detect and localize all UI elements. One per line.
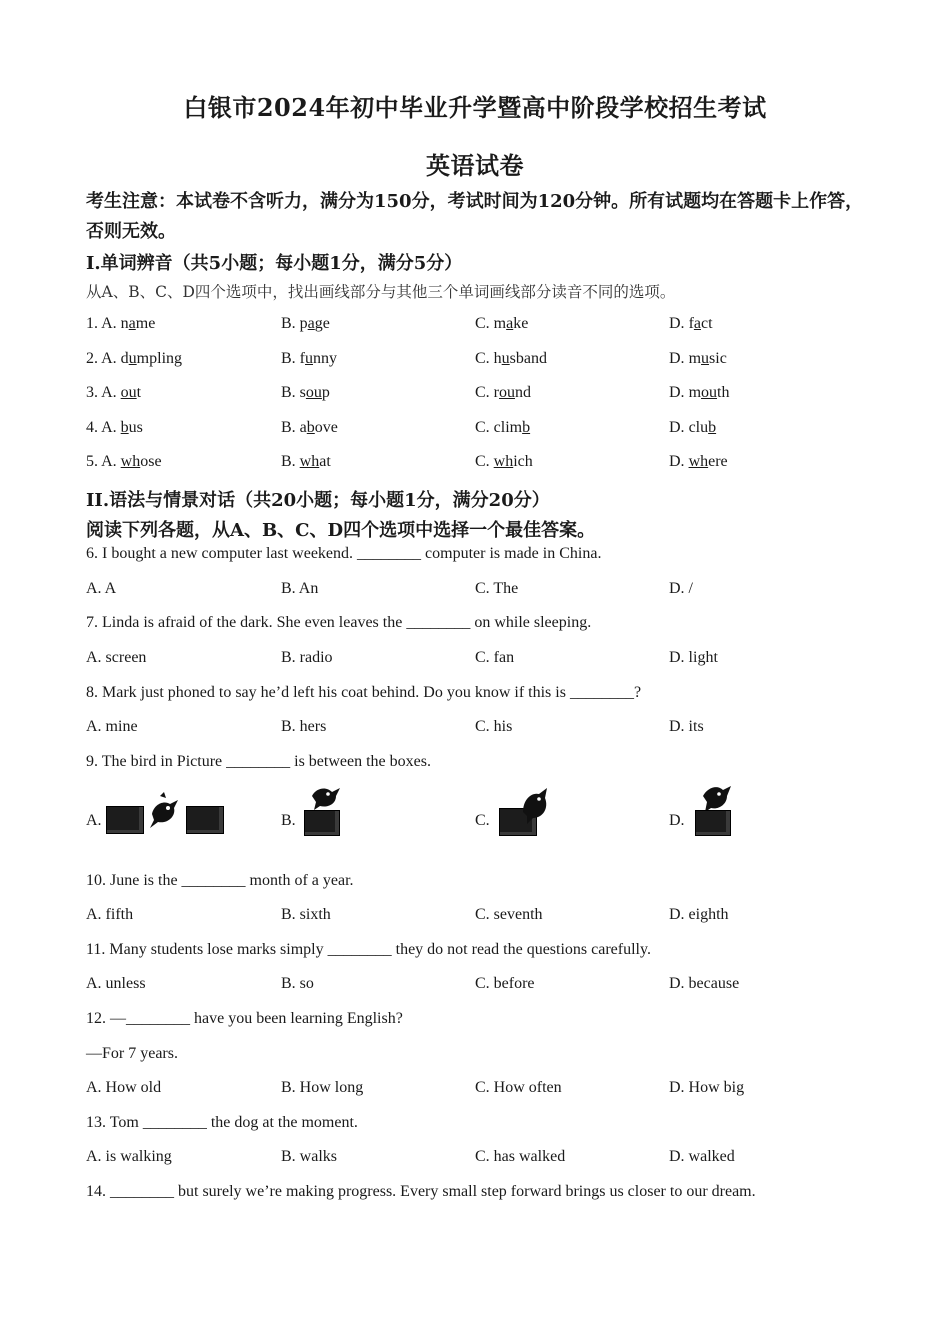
option-a[interactable] — [86, 419, 143, 437]
underlined-letters: ou — [305, 384, 322, 401]
underlined-letters: ou — [120, 384, 137, 401]
option-b[interactable]: B. so — [281, 975, 314, 992]
bird-icon — [144, 790, 184, 830]
underlined-letters: a — [307, 315, 315, 332]
question-1-options — [86, 315, 866, 339]
option-a[interactable]: A. is walking — [86, 1148, 172, 1165]
word-part: C. — [475, 350, 494, 367]
question-11-options — [86, 975, 866, 999]
option-c[interactable] — [475, 384, 531, 402]
word-part: 3. A. — [86, 384, 121, 401]
question-5-options — [86, 453, 866, 477]
underlined-letters: wh — [493, 453, 514, 470]
box-icon — [106, 806, 144, 834]
question-4-options — [86, 419, 866, 443]
word-part: 1. A. — [86, 315, 121, 332]
underlined-letters: a — [693, 315, 701, 332]
question-8-stem: 8. Mark just phoned to say he’d left his coat behind. Do you know if this is ________? — [86, 684, 642, 701]
option-b[interactable] — [281, 350, 337, 368]
word-part: clu — [688, 419, 709, 436]
bird-icon — [308, 784, 344, 810]
word-part: sband — [509, 350, 547, 367]
option-b[interactable]: B. An — [281, 580, 319, 597]
underlined-letters: ou — [499, 384, 515, 401]
word-part: s — [299, 384, 306, 401]
exam-title: 白银市2024年初中毕业升学暨高中阶段学校招生考试 — [183, 93, 767, 122]
section1-instruction: 从A、B、C、D四个选项中，找出画线部分与其他三个单词画线部分读音不同的选项。 — [86, 283, 676, 301]
underlined-letters: wh — [299, 453, 320, 470]
question-7-stem: 7. Linda is afraid of the dark. She even leaves the ________ on while sleeping. — [86, 614, 592, 631]
underlined-letters: wh — [120, 453, 141, 470]
option-a[interactable]: A. How old — [86, 1079, 162, 1096]
word-part: us — [128, 419, 143, 436]
section2-instruction: 阅读下列各题，从A、B、C、D四个选项中选择一个最佳答案。 — [86, 520, 596, 541]
option-d[interactable]: D. its — [669, 718, 704, 735]
question-6-options — [86, 580, 866, 604]
option-d[interactable] — [669, 350, 727, 368]
option-a[interactable]: A. unless — [86, 975, 146, 992]
word-part: D. — [669, 315, 689, 332]
word-part: h — [493, 350, 502, 367]
option-a[interactable]: A. fifth — [86, 906, 134, 923]
option-d[interactable] — [669, 384, 729, 402]
word-part: a — [299, 419, 307, 436]
question-10-options — [86, 906, 866, 930]
candidate-notice: 考生注意：本试卷不含听力，满分为150分，考试时间为120分钟。所有试题均在答题卡上作答，否则无效。 — [86, 191, 864, 242]
underlined-letters: ou — [701, 384, 718, 401]
option-d[interactable]: D. light — [669, 649, 718, 666]
word-part: D. — [669, 350, 689, 367]
underlined-letters: u — [501, 350, 510, 367]
word-part: p — [321, 384, 330, 401]
word-part: nny — [313, 350, 337, 367]
question-13-stem: 13. Tom ________ the dog at the moment. — [86, 1114, 358, 1131]
underlined-letters: b — [708, 419, 717, 436]
word-part: clim — [493, 419, 523, 436]
word-part: m — [688, 350, 702, 367]
picture-a — [106, 786, 226, 836]
underlined-letters: b — [306, 419, 315, 436]
word-part: at — [319, 453, 331, 470]
option-c[interactable] — [475, 419, 530, 437]
option-c[interactable] — [475, 315, 528, 333]
option-c[interactable]: C. fan — [475, 649, 515, 666]
option-b[interactable]: B. hers — [281, 718, 327, 735]
word-part: 2. A. — [86, 350, 121, 367]
word-part: D. — [669, 419, 689, 436]
exam-subtitle: 英语试卷 — [426, 151, 524, 180]
option-b[interactable] — [281, 384, 330, 402]
option-d[interactable]: D. because — [669, 975, 740, 992]
question-6-stem: 6. I bought a new computer last weekend. ________ computer is made in China. — [86, 545, 602, 562]
option-c[interactable] — [475, 453, 533, 471]
word-part: C. — [475, 419, 494, 436]
underlined-letters: u — [701, 350, 710, 367]
question-10-stem: 10. June is the ________ month of a year. — [86, 872, 354, 889]
question-13-options — [86, 1148, 866, 1172]
option-d[interactable]: D. / — [669, 580, 693, 597]
option-c[interactable]: C. The — [475, 580, 519, 597]
option-c[interactable]: C. — [475, 812, 490, 829]
word-part: ct — [701, 315, 713, 332]
question-7-options — [86, 649, 866, 673]
question-2-options — [86, 350, 866, 374]
word-part: D. — [669, 453, 689, 470]
word-part: n — [120, 315, 129, 332]
option-c[interactable]: C. seventh — [475, 906, 543, 923]
word-part: m — [688, 384, 702, 401]
option-c[interactable] — [475, 350, 547, 368]
underlined-letters: b — [120, 419, 129, 436]
word-part: sic — [709, 350, 727, 367]
picture-d — [693, 782, 743, 838]
box-icon — [186, 806, 224, 834]
word-part: B. — [281, 384, 300, 401]
option-b[interactable] — [281, 315, 330, 333]
word-part: ich — [513, 453, 533, 470]
question-12-reply: —For 7 years. — [86, 1045, 178, 1062]
option-b[interactable]: B. How long — [281, 1079, 364, 1096]
section2-heading: II.语法与情景对话（共20小题；每小题1分，满分20分） — [86, 490, 550, 511]
word-part: ose — [140, 453, 162, 470]
underlined-letters: a — [506, 315, 514, 332]
word-part: mpling — [136, 350, 183, 367]
word-part: B. — [281, 350, 300, 367]
question-12-stem: 12. —________ have you been learning English? — [86, 1010, 403, 1027]
word-part: C. — [475, 384, 494, 401]
word-part: ge — [314, 315, 330, 332]
option-d[interactable]: D. — [669, 812, 685, 829]
option-d[interactable]: D. How big — [669, 1079, 745, 1096]
option-b[interactable] — [281, 453, 331, 471]
option-b[interactable]: B. sixth — [281, 906, 331, 923]
option-c[interactable]: C. has walked — [475, 1148, 566, 1165]
word-part: r — [493, 384, 499, 401]
word-part: me — [135, 315, 156, 332]
word-part: B. — [281, 315, 300, 332]
word-part: ke — [513, 315, 529, 332]
underlined-letters: b — [522, 419, 531, 436]
option-d[interactable] — [669, 419, 716, 437]
option-a[interactable] — [86, 315, 155, 333]
question-3-options — [86, 384, 866, 408]
underlined-letters: wh — [688, 453, 709, 470]
option-a[interactable]: A. A — [86, 580, 117, 597]
option-b[interactable]: B. radio — [281, 649, 333, 666]
picture-c — [497, 784, 557, 838]
question-11-stem: 11. Many students lose marks simply ________ they do not read the questions carefully. — [86, 941, 651, 958]
word-part: f — [688, 315, 694, 332]
word-part: d — [120, 350, 129, 367]
question-9-stem: 9. The bird in Picture ________ is between the boxes. — [86, 753, 431, 770]
underlined-letters: a — [128, 315, 136, 332]
word-part: f — [299, 350, 305, 367]
option-c[interactable]: C. before — [475, 975, 535, 992]
word-part: t — [136, 384, 142, 401]
word-part: th — [717, 384, 730, 401]
bird-icon — [517, 784, 553, 824]
section1-heading: I.单词辨音（共5小题；每小题1分，满分5分） — [86, 253, 463, 274]
word-part: nd — [515, 384, 531, 401]
word-part: ove — [314, 419, 338, 436]
option-b[interactable] — [281, 419, 338, 437]
word-part: 5. A. — [86, 453, 121, 470]
underlined-letters: u — [128, 350, 137, 367]
word-part: m — [493, 315, 507, 332]
box-icon — [695, 810, 731, 836]
option-c[interactable]: C. his — [475, 718, 513, 735]
question-12-options — [86, 1079, 866, 1103]
option-a[interactable] — [86, 453, 162, 471]
option-d[interactable] — [669, 315, 713, 333]
word-part: B. — [281, 453, 300, 470]
word-part: 4. A. — [86, 419, 121, 436]
option-a[interactable]: A. — [86, 812, 102, 829]
option-d[interactable]: D. eighth — [669, 906, 729, 923]
word-part: C. — [475, 315, 494, 332]
picture-b — [302, 784, 352, 838]
option-c[interactable]: C. How often — [475, 1079, 562, 1096]
option-a[interactable]: A. mine — [86, 718, 138, 735]
word-part: ere — [708, 453, 728, 470]
box-icon — [304, 810, 340, 836]
option-a[interactable]: A. screen — [86, 649, 147, 666]
question-14-stem: 14. ________ but surely we’re making progress. Every small step forward brings us closer to our dream. — [86, 1183, 756, 1200]
question-8-options — [86, 718, 866, 742]
word-part: p — [299, 315, 308, 332]
option-a[interactable] — [86, 350, 182, 368]
underlined-letters: u — [305, 350, 313, 367]
option-b[interactable]: B. walks — [281, 1148, 337, 1165]
option-d[interactable] — [669, 453, 728, 471]
word-part: B. — [281, 419, 300, 436]
word-part: C. — [475, 453, 494, 470]
option-d[interactable]: D. walked — [669, 1148, 735, 1165]
word-part: D. — [669, 384, 689, 401]
option-a[interactable] — [86, 384, 141, 402]
bird-icon — [699, 782, 735, 812]
option-b[interactable]: B. — [281, 812, 296, 829]
